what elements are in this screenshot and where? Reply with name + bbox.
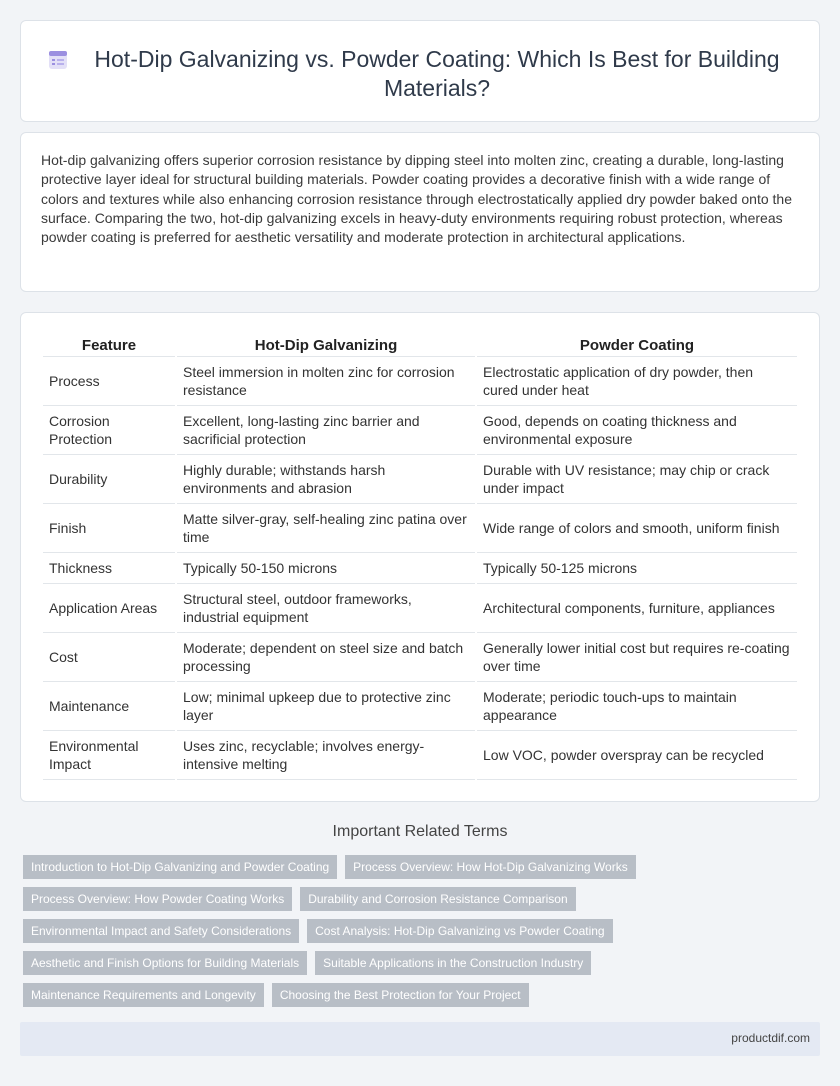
feature-cell: Maintenance bbox=[43, 682, 175, 731]
galvanizing-cell: Steel immersion in molten zinc for corrosion resistance bbox=[177, 357, 475, 406]
intro-card bbox=[20, 132, 820, 292]
powder-coating-cell: Typically 50-125 microns bbox=[477, 553, 797, 584]
powder-coating-cell: Generally lower initial cost but requires re-coating over time bbox=[477, 633, 797, 682]
site-link[interactable]: productdif.com bbox=[731, 1031, 810, 1045]
table-row bbox=[43, 357, 797, 406]
page-title: Hot-Dip Galvanizing vs. Powder Coating: Which Is Best for Building Materials? bbox=[94, 46, 780, 101]
table-header-row bbox=[43, 333, 797, 357]
related-term-tag[interactable]: Maintenance Requirements and Longevity bbox=[23, 983, 264, 1007]
powder-coating-cell: Electrostatic application of dry powder, then cured under heat bbox=[477, 357, 797, 406]
related-term-tag[interactable]: Cost Analysis: Hot-Dip Galvanizing vs Powder Coating bbox=[307, 919, 612, 943]
galvanizing-cell: Excellent, long-lasting zinc barrier and sacrificial protection bbox=[177, 406, 475, 455]
feature-cell: Process bbox=[43, 357, 175, 406]
related-term-tag[interactable]: Introduction to Hot-Dip Galvanizing and Powder Coating bbox=[23, 855, 337, 879]
related-term-tag[interactable]: Process Overview: How Powder Coating Works bbox=[23, 887, 292, 911]
galvanizing-cell: Low; minimal upkeep due to protective zinc layer bbox=[177, 682, 475, 731]
feature-cell: Durability bbox=[43, 455, 175, 504]
table-row bbox=[43, 633, 797, 682]
related-term-tag[interactable]: Environmental Impact and Safety Considerations bbox=[23, 919, 299, 943]
feature-cell: Thickness bbox=[43, 553, 175, 584]
galvanizing-cell: Matte silver-gray, self-healing zinc patina over time bbox=[177, 504, 475, 553]
powder-coating-cell: Wide range of colors and smooth, uniform finish bbox=[477, 504, 797, 553]
powder-coating-cell: Architectural components, furniture, appliances bbox=[477, 584, 797, 633]
feature-cell: Cost bbox=[43, 633, 175, 682]
galvanizing-cell: Uses zinc, recyclable; involves energy-intensive melting bbox=[177, 731, 475, 780]
comparison-card bbox=[20, 312, 820, 802]
galvanizing-cell: Structural steel, outdoor frameworks, industrial equipment bbox=[177, 584, 475, 633]
related-terms-heading: Important Related Terms bbox=[332, 823, 508, 840]
title-card bbox=[20, 20, 820, 122]
table-row bbox=[43, 584, 797, 633]
related-term-tag[interactable]: Durability and Corrosion Resistance Comparison bbox=[300, 887, 575, 911]
table-row bbox=[43, 455, 797, 504]
related-term-tag[interactable]: Suitable Applications in the Construction Industry bbox=[315, 951, 591, 975]
table-row bbox=[43, 553, 797, 584]
powder-coating-cell: Durable with UV resistance; may chip or crack under impact bbox=[477, 455, 797, 504]
related-term-tag[interactable]: Choosing the Best Protection for Your Project bbox=[272, 983, 529, 1007]
powder-coating-cell: Moderate; periodic touch-ups to maintain appearance bbox=[477, 682, 797, 731]
header-feature: Feature bbox=[43, 333, 175, 357]
galvanizing-cell: Moderate; dependent on steel size and batch processing bbox=[177, 633, 475, 682]
related-term-tag[interactable]: Aesthetic and Finish Options for Building Materials bbox=[23, 951, 307, 975]
related-term-tag[interactable]: Process Overview: How Hot-Dip Galvanizing Works bbox=[345, 855, 636, 879]
feature-cell: Finish bbox=[43, 504, 175, 553]
comparison-table bbox=[41, 333, 799, 780]
table-row bbox=[43, 504, 797, 553]
header-powder-coating: Powder Coating bbox=[477, 333, 797, 357]
galvanizing-cell: Highly durable; withstands harsh environments and abrasion bbox=[177, 455, 475, 504]
footer bbox=[20, 1022, 820, 1056]
galvanizing-cell: Typically 50-150 microns bbox=[177, 553, 475, 584]
table-row bbox=[43, 682, 797, 731]
related-terms-list bbox=[23, 855, 823, 1015]
powder-coating-cell: Good, depends on coating thickness and environmental exposure bbox=[477, 406, 797, 455]
intro-paragraph: Hot-dip galvanizing offers superior corrosion resistance by dipping steel into molten zinc, creating a durable, long-lasting protective layer ideal for structural building materials. Powder coating provides a decorative finish with a wide range of colors and textures while also enhancing corrosion resistance through electrostatically applied dry powder baked onto the surface. Comparing the two, hot-dip galvanizing excels in heavy-duty environments requiring robust protection, whereas powder coating is preferred for aesthetic versatility and moderate protection in architectural applications. bbox=[41, 152, 792, 246]
powder-coating-cell: Low VOC, powder overspray can be recycled bbox=[477, 731, 797, 780]
feature-cell: Environmental Impact bbox=[43, 731, 175, 780]
table-row bbox=[43, 731, 797, 780]
feature-cell: Corrosion Protection bbox=[43, 406, 175, 455]
feature-cell: Application Areas bbox=[43, 584, 175, 633]
table-row bbox=[43, 406, 797, 455]
header-hot-dip-galvanizing: Hot-Dip Galvanizing bbox=[177, 333, 475, 357]
